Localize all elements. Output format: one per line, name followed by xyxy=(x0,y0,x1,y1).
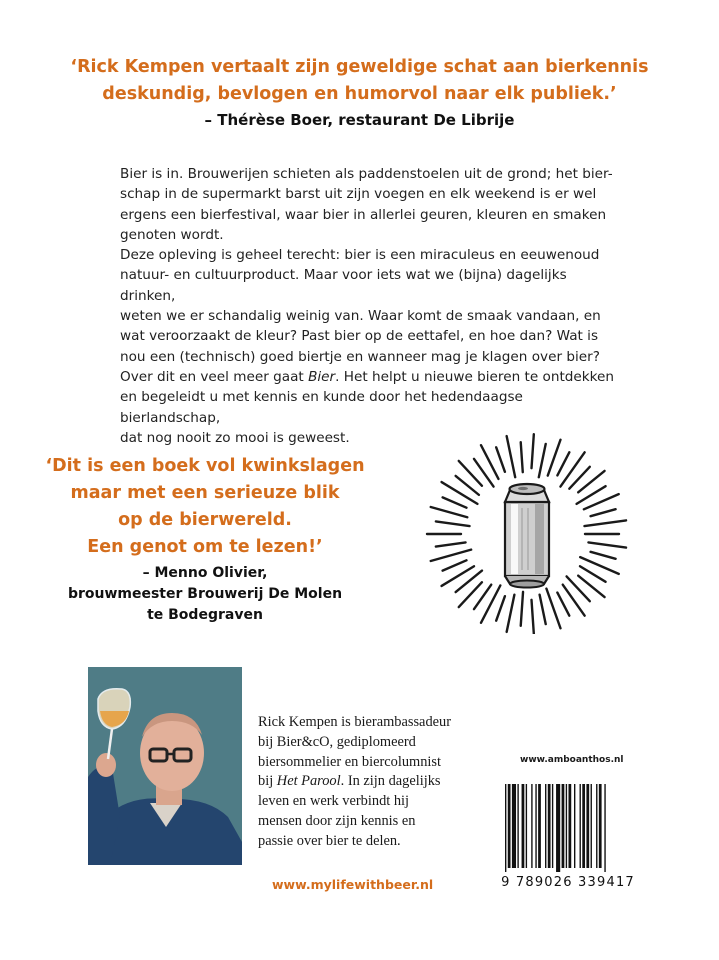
blurb-line: genoten wordt. xyxy=(120,226,224,243)
barcode-bar xyxy=(552,784,553,868)
blurb-line: ergens een bierfestival, waar bier in allerlei geuren, kleuren en smaken xyxy=(120,206,607,223)
barcode-bar xyxy=(535,784,536,868)
book-title: Bier xyxy=(308,368,336,385)
bio-line: bij Bier&cO, gediplomeerd xyxy=(258,733,416,750)
bio-line-post: . In zijn dagelijks xyxy=(340,773,441,790)
barcode-bar xyxy=(599,784,602,868)
blurb-paragraph-2 xyxy=(120,245,620,448)
blurb-line: natuur- en cultuurproduct. Maar voor iets wat we (bijna) dagelijks drinken, xyxy=(120,267,567,304)
barcode-bar xyxy=(582,784,585,868)
barcode-bar xyxy=(568,784,571,868)
ray-line xyxy=(436,521,470,526)
attribution-line: te Bodegraven xyxy=(147,607,263,623)
blurb-line: weten we er schandalig weinig van. Waar komt de smaak vandaan, en xyxy=(120,308,601,325)
bio-line: passie over bier te delen. xyxy=(258,832,401,849)
barcode-bar xyxy=(596,784,597,868)
author-photo xyxy=(88,667,242,865)
ray-line xyxy=(580,557,619,574)
barcode-bar xyxy=(604,784,605,872)
ray-line xyxy=(557,452,569,475)
ray-line xyxy=(507,595,515,632)
ray-line xyxy=(588,542,626,547)
barcode-bar xyxy=(517,784,518,868)
blurb-paragraph-1 xyxy=(120,164,620,245)
barcode-bar xyxy=(545,784,546,868)
bio-line: leven en werk verbindt hij xyxy=(258,793,410,810)
ray-line xyxy=(540,595,546,624)
ray-line xyxy=(442,482,478,504)
ray-line xyxy=(521,442,523,472)
website-link[interactable]: www.mylifewithbeer.nl xyxy=(272,877,434,892)
blurb-line-post: . Het helpt u nieuwe bieren te ontdekken xyxy=(335,368,615,385)
newspaper-title: Het Parool xyxy=(276,773,341,790)
ray-line xyxy=(496,596,505,620)
blurb-line-pre: Over dit en veel meer gaat xyxy=(120,368,309,385)
beer-can-illustration xyxy=(422,424,632,634)
top-quote xyxy=(0,54,719,108)
blurb-line: nou een (technisch) goed biertje en wanneer mag je klagen over bier? xyxy=(120,348,600,365)
bio-line-pre: bij xyxy=(258,773,277,790)
ray-line xyxy=(443,497,467,507)
blurb-text xyxy=(120,164,620,448)
barcode xyxy=(505,784,638,872)
attribution-line: brouwmeester Brouwerij De Molen xyxy=(67,586,343,602)
ray-line xyxy=(557,593,569,616)
ray-line xyxy=(567,576,590,601)
barcode-bar xyxy=(512,784,516,868)
middle-quote-attribution xyxy=(0,563,410,626)
ray-line xyxy=(507,436,516,477)
middle-quote xyxy=(0,453,410,561)
ray-line xyxy=(532,600,534,634)
ray-line xyxy=(521,592,523,626)
ray-line xyxy=(584,520,626,526)
ray-line xyxy=(443,560,467,570)
ray-line xyxy=(532,434,534,468)
barcode-bar xyxy=(526,784,527,868)
barcode-bar xyxy=(538,784,541,868)
barcode-bar xyxy=(508,784,511,868)
barcode-bar xyxy=(548,784,551,868)
blurb-line: Deze opleving is geheel terecht: bier is een miraculeus en eeuwenoud xyxy=(120,247,600,264)
blurb-line: wat veroorzaakt de kleur? Past bier op de eettafel, en hoe dan? Wat is xyxy=(120,328,599,345)
barcode-bar xyxy=(522,784,525,868)
beer-can-icon xyxy=(505,484,549,588)
middle-quote-line: ‘Dit is een boek vol kwinkslagen xyxy=(45,456,365,476)
barcode-bar xyxy=(562,784,565,868)
barcode-bar xyxy=(505,784,506,872)
middle-quote-line: maar met een serieuze blik xyxy=(70,483,340,503)
top-quote-attribution: – Thérèse Boer, restaurant De Librije xyxy=(204,111,515,129)
top-quote-line-2: deskundig, bevlogen en humorvol naar elk publiek.’ xyxy=(102,84,617,104)
ray-line xyxy=(496,447,505,471)
ray-line xyxy=(539,444,546,477)
barcode-bar xyxy=(531,784,532,868)
isbn-number: 9 789026 339417 xyxy=(501,875,635,890)
ray-line xyxy=(591,552,616,559)
blurb-line: Bier is in. Brouwerijen schieten als paddenstoelen uit de grond; het bier- xyxy=(120,166,613,182)
barcode-bar xyxy=(566,784,567,868)
barcode-bar xyxy=(586,784,589,868)
middle-quote-line: op de bierwereld. xyxy=(118,510,292,530)
attribution-line: – Menno Olivier, xyxy=(142,565,268,581)
ray-line xyxy=(436,542,466,546)
barcode-bar xyxy=(574,784,575,868)
middle-quote-line: Een genot om te lezen!’ xyxy=(87,537,323,557)
ray-line xyxy=(431,550,471,561)
top-quote-line-1: ‘Rick Kempen vertaalt zijn geweldige schat aan bierkennis xyxy=(70,57,649,77)
bio-line: Rick Kempen is bierambassadeur xyxy=(258,714,452,730)
barcode-bar xyxy=(580,784,581,868)
blurb-line: en begeleidt u met kennis en kunde door het hedendaagse bierlandschap, xyxy=(120,389,523,426)
blurb-line: dat nog nooit zo mooi is geweest. xyxy=(120,429,350,446)
barcode-bar xyxy=(591,784,592,868)
publisher-url[interactable]: www.amboanthos.nl xyxy=(520,755,624,765)
ray-line xyxy=(431,507,468,517)
barcode-bar xyxy=(556,784,560,872)
ray-line xyxy=(560,452,584,486)
ray-line xyxy=(591,509,616,516)
blurb-line: schap in de supermarkt barst uit zijn voegen en elk weekend is er wel xyxy=(120,186,597,203)
ray-line xyxy=(548,440,561,476)
bio-line: mensen door zijn kennis en xyxy=(258,812,416,829)
bio-line: biersommelier en biercolumnist xyxy=(258,753,442,770)
author-bio xyxy=(258,713,488,852)
